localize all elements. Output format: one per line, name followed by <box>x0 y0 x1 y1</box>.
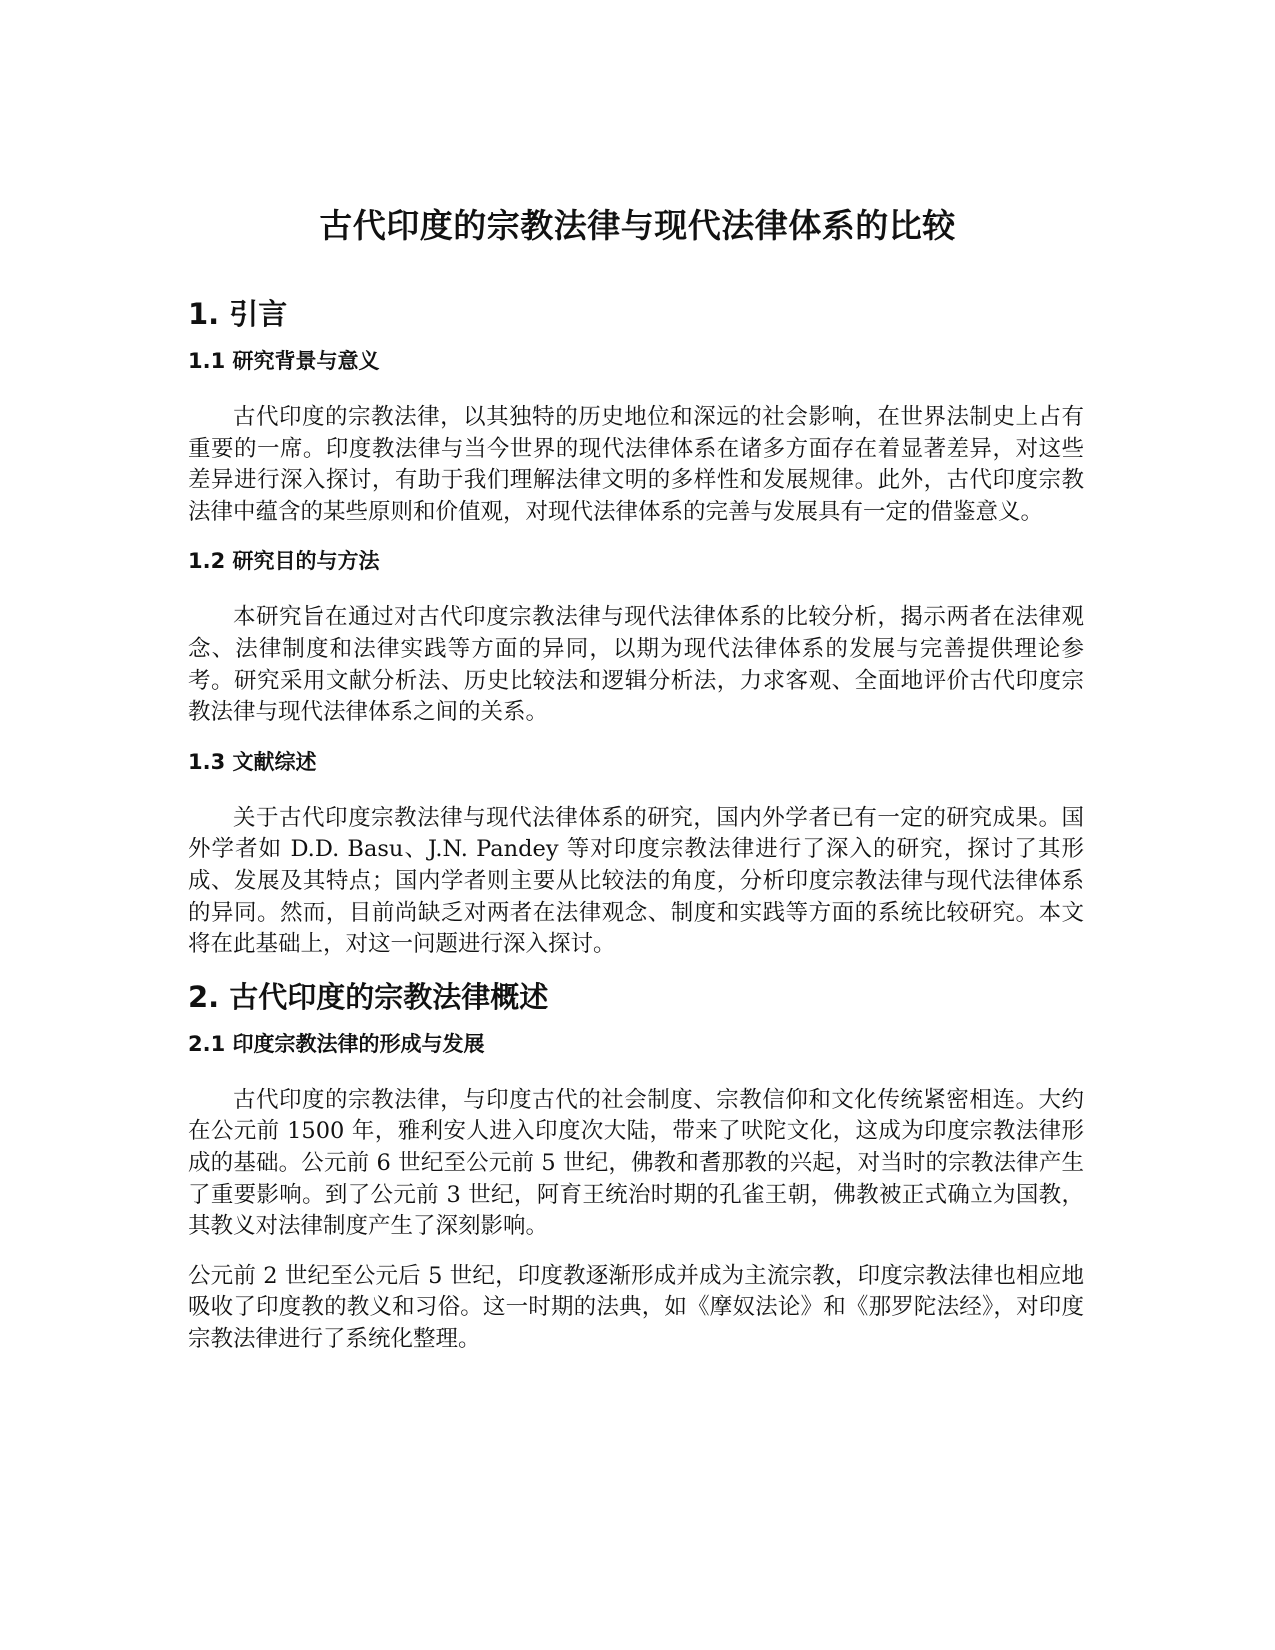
body-paragraph: 古代印度的宗教法律，与印度古代的社会制度、宗教信仰和文化传统紧密相连。大约在公元前 1500 年，雅利安人进入印度次大陆，带来了吠陀文化，这成为印度宗教法律形成的基础。公元前 6 世纪至公元前 5 世纪，佛教和耆那教的兴起，对当时的宗教法律产生了重要影响。到了公元前 3 世纪，阿育王统治时期的孔雀王朝，佛教被正式确立为国教，其教义对法律制度产生了深刻影响。 <box>188 1086 1084 1240</box>
section-overview <box>188 979 1084 1356</box>
subsection-heading: 1.2 研究目的与方法 <box>188 549 380 574</box>
body-paragraph: 古代印度的宗教法律，以其独特的历史地位和深远的社会影响，在世界法制史上占有重要的一席。印度教法律与当今世界的现代法律体系在诸多方面存在着显著差异，对这些差异进行深入探讨，有助于我们理解法律文明的多样性和发展规律。此外，古代印度宗教法律中蕴含的某些原则和价值观，对现代法律体系的完善与发展具有一定的借鉴意义。 <box>188 404 1084 525</box>
section-heading: 2. 古代印度的宗教法律概述 <box>188 979 549 1014</box>
document-title: 古代印度的宗教法律与现代法律体系的比较 <box>319 206 956 245</box>
body-paragraph: 本研究旨在通过对古代印度宗教法律与现代法律体系的比较分析，揭示两者在法律观念、法律制度和法律实践等方面的异同，以期为现代法律体系的发展与完善提供理论参考。研究采用文献分析法、历史比较法和逻辑分析法，力求客观、全面地评价古代印度宗教法律与现代法律体系之间的关系。 <box>188 604 1084 726</box>
section-introduction <box>188 296 1084 961</box>
section-heading: 1. 引言 <box>188 297 288 331</box>
document-body <box>188 296 1084 1373</box>
subsection-heading: 2.1 印度宗教法律的形成与发展 <box>188 1031 485 1056</box>
body-paragraph: 公元前 2 世纪至公元后 5 世纪，印度教逐渐形成并成为主流宗教，印度宗教法律也相应地吸收了印度教的教义和习俗。这一时期的法典，如《摩奴法论》和《那罗陀法经》，对印度宗教法律进行了系统化整理。 <box>188 1262 1084 1352</box>
subsection-heading: 1.3 文献综述 <box>188 749 317 774</box>
body-paragraph: 关于古代印度宗教法律与现代法律体系的研究，国内外学者已有一定的研究成果。国外学者如 D.D. Basu、J.N. Pandey 等对印度宗教法律进行了深入的研究，探讨了其形成、发展及其特点；国内学者则主要从比较法的角度，分析印度宗教法律与现代法律体系的异同。然而，目前尚缺乏对两者在法律观念、制度和实践等方面的系统比较研究。本文将在此基础上，对这一问题进行深入探讨。 <box>188 804 1084 958</box>
subsection-heading: 1.1 研究背景与意义 <box>188 349 380 373</box>
